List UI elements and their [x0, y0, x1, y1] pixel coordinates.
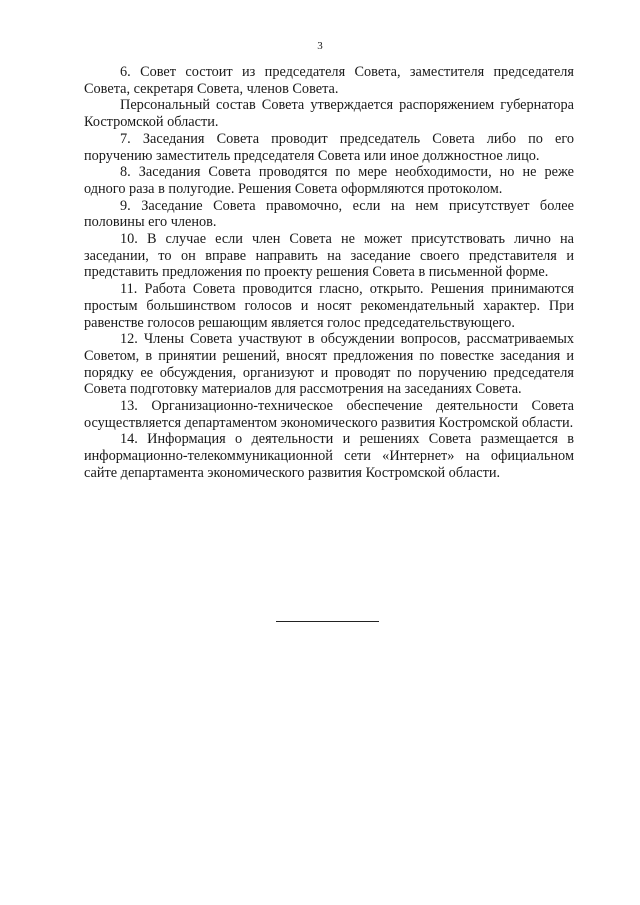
- paragraph-8: 8. Заседания Совета проводятся по мере необходимости, но не реже одного раза в полугодие. Решения Совета оформляются протоколом.: [84, 164, 574, 197]
- paragraph-14: 14. Информация о деятельности и решениях Совета размещается в информационно-телекоммуникационной сети «Интернет» на официальном сайте департамента экономического развития Костромской области.: [84, 431, 574, 481]
- page-number: 3: [317, 40, 323, 52]
- paragraph-10: 10. В случае если член Совета не может присутствовать лично на заседании, то он вправе направить на заседание своего представителя и представить предложения по проекту решения Совета в письменной форме.: [84, 231, 574, 281]
- paragraph-12: 12. Члены Совета участвуют в обсуждении вопросов, рассматриваемых Советом, в принятии решений, вносят предложения по повестке заседания и порядку ее обсуждения, организуют и проводят по поручению председателя Совета подготовку материалов для рассмотрения на заседаниях Совета.: [84, 331, 574, 398]
- paragraph-9: 9. Заседание Совета правомочно, если на нем присутствует более половины его членов.: [84, 197, 574, 231]
- paragraph-6-personal-composition: Персональный состав Совета утверждается распоряжением губернатора Костромской области.: [84, 97, 574, 131]
- document-body: [84, 64, 574, 482]
- paragraph-11: 11. Работа Совета проводится гласно, открыто. Решения принимаются простым большинством голосов и носят рекомендательный характер. При равенстве голосов решающим является голос председательствующего.: [84, 281, 574, 331]
- paragraph-7: 7. Заседания Совета проводит председатель Совета либо по его поручению заместитель председателя Совета или иное должностное лицо.: [84, 130, 574, 164]
- paragraph-6: 6. Совет состоит из председателя Совета, заместителя председателя Совета, секретаря Совета, членов Совета.: [84, 64, 574, 97]
- end-separator-line: [276, 621, 379, 622]
- paragraph-13: 13. Организационно-техническое обеспечение деятельности Совета осуществляется департаментом экономического развития Костромской области.: [84, 398, 574, 431]
